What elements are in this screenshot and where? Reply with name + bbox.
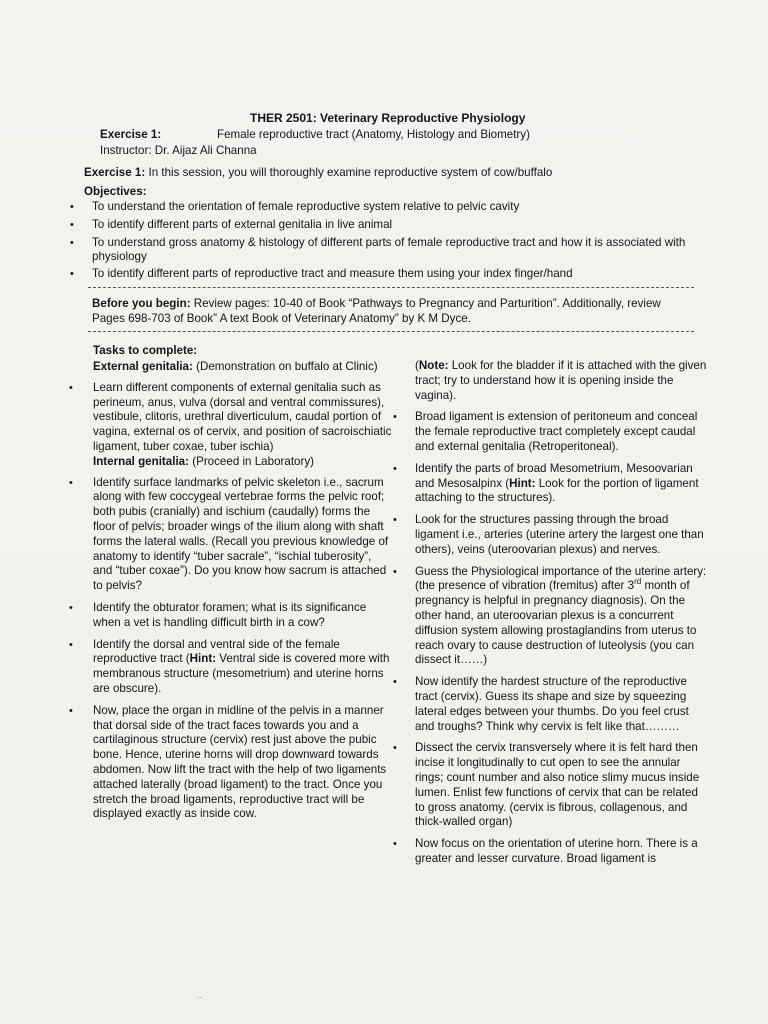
note-item: (Note: Look for the bladder if it is attached with the given tract; try to understand how it is opening inside the vagina). [415,359,707,402]
task-item: • Identify the obturator foramen; what is its significance when a vet is handling difficult birth in a cow? [69,600,367,629]
dashed-divider [88,331,694,332]
instructor-line: Instructor: Dr. Aijaz Ali Channa [100,144,257,157]
intro-text: In this session, you will thoroughly examine reproductive system of cow/buffalo [145,166,553,179]
exercise-topic: Female reproductive tract (Anatomy, Histology and Biometry) [217,128,530,141]
task-item: • Learn different components of external genitalia such as perineum, anus, vulva (dorsal and ventral commissures), vestibule, clitoris, urethral diverticulum, caudal portion of vagina, external os of cervix, and position of sacroischiatic ligament, tuber coxae, tuber ischia) [69,380,392,453]
task-item: • Guess the Physiological importance of the uterine artery: (the presence of vibration (fremitus) after 3rd month of pregnancy is helpful in pregnancy diagnosis). On the other hand, an uteroovarian plexus is a concurrent diffusion system allowing prostaglandins from uterus to reach ovary to cause destruction of luteolysis (you can dissect it……) [393,564,707,667]
objective-item: • To identify different parts of external genitalia in live animal [70,217,393,231]
task-item: • Look for the structures passing through the broad ligament i.e., arteries (uterine artery the largest one than others), veins (uteroovarian plexus) and nerves. [393,513,704,556]
task-item: • Now focus on the orientation of uterine horn. There is a greater and lesser curvature. Broad ligament is [393,837,698,865]
bullet-icon: • [393,411,397,424]
tasks-heading: Tasks to complete: [93,344,198,357]
bullet-icon: • [69,704,73,717]
objectives-list [70,200,692,285]
exercise-intro [84,166,552,181]
bullet-icon: • [393,676,397,689]
bullet-icon: • [393,462,397,475]
task-item: • Identify the parts of broad Mesometrium, Mesoovarian and Mesosalpinx (Hint: Look for the portion of ligament attaching to the structures). [393,461,699,505]
bullet-icon: • [393,514,397,527]
exercise-line [100,128,530,143]
tasks-left-column [69,360,393,829]
bullet-icon: • [393,565,397,578]
course-title: THER 2501: Veterinary Reproductive Physiology [250,111,526,125]
objective-item: • To understand the orientation of female reproductive system relative to pelvic cavity [70,200,520,213]
bullet-icon: • [70,268,74,281]
dashed-divider [88,287,694,288]
task-item: • Identify surface landmarks of pelvic skeleton i.e., sacrum along with few coccygeal vertebrae forms the pelvic roof; both pubis (cranially) and ischium (caudally) forms the floor of pelvis; broader wings of the ilium along with shaft forms the lateral walls. (Recall you previous knowledge of anatomy to identify “tuber sacrale”, “ischial tuberosity”, and “tuber coxae”). Do you know how sacrum is attached to pelvis? [69,475,389,593]
bullet-icon: • [70,236,74,249]
objectives-heading: Objectives: [84,185,147,198]
scan-speck: ·· [197,993,203,1002]
before-you-begin [92,297,692,327]
bullet-icon: • [69,381,73,394]
intro-label: Exercise 1: [84,166,146,179]
task-item: • Now, place the organ in midline of the pelvis in a manner that dorsal side of the tract faces towards you and a cartilaginous structure (cervix) rest just above the pubic bone. Hence, uterine horns will drop downward towards abdomen. Now lift the tract with the help of two ligaments attached laterally (broad ligament) to the tract. Once you stretch the broad ligaments, reproductive tract will be displayed exactly as inside cow. [69,703,387,821]
objective-item: • To identify different parts of reproductive tract and measure them using your index finger/hand [70,267,573,281]
bullet-icon: • [69,638,73,651]
before-text: Review pages: 10-40 of Book “Pathways to Pregnancy and Parturition”. Additionally, review Pages 698-703 of Book” A text Book of Veterinary Anatomy” by K M Dyce. [92,297,661,325]
exercise-label: Exercise 1: [100,128,162,141]
bullet-icon: • [69,476,73,489]
internal-genitalia-heading: Internal genitalia: (Proceed in Laboratory) [93,454,315,468]
before-label: Before you begin: [92,297,191,310]
bullet-icon: • [393,742,397,755]
task-item: • Broad ligament is extension of peritoneum and conceal the female reproductive tract completely except caudal and external genitalia (Retroperitoneal). [393,410,698,453]
bullet-icon: • [70,201,74,213]
task-item: • Now identify the hardest structure of the reproductive tract (cervix). Guess its shape and size by squeezing lateral edges between your thumbs. Do you feel crust and troughs? Think why cervix is felt like that……… [393,675,689,733]
objective-item: • To understand gross anatomy & histology of different parts of female reproductive tract and how it is associated with physiology [70,235,686,264]
tasks-right-column [393,359,707,874]
task-item: • Identify the dorsal and ventral side of the female reproductive tract (Hint: Ventral side is covered more with membranous structure (mesometrium) and uterine horns are obscure). [69,637,390,695]
bullet-icon: • [69,601,73,614]
bullet-icon: • [393,838,397,851]
task-item: • Dissect the cervix transversely where it is felt hard then incise it longitudinally to cut open to see the annular rings; count number and also notice slimy mucus inside lumen. Enlist few functions of cervix that can be related to gross anatomy. (cervix is fibrous, collagenous, and thick-walled organ) [393,741,700,829]
external-genitalia-heading: External genitalia: (Demonstration on buffalo at Clinic) [93,360,378,373]
bullet-icon: • [70,218,74,231]
